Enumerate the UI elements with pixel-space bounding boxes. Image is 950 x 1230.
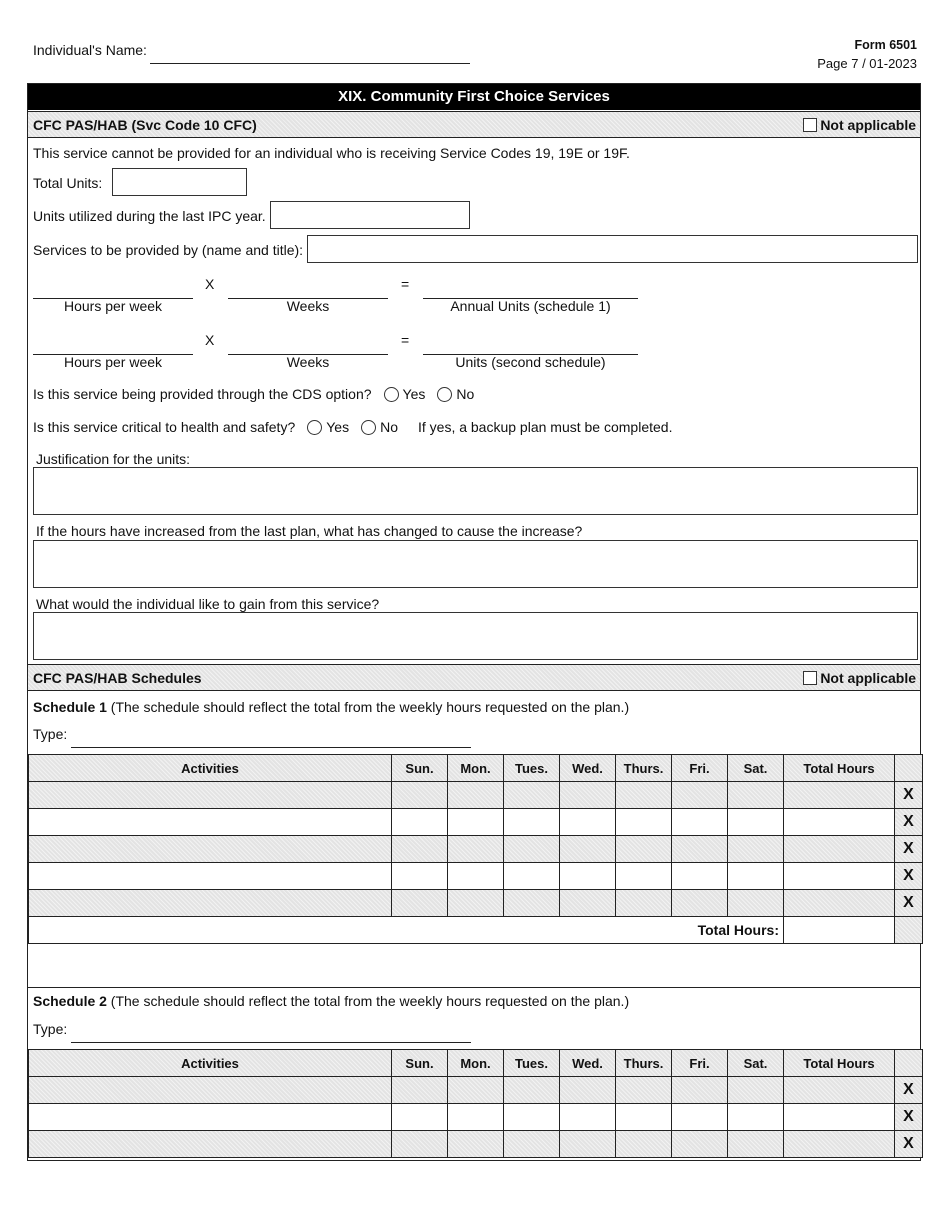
- section-title: XIX. Community First Choice Services: [28, 84, 920, 110]
- day-cell[interactable]: [672, 890, 728, 917]
- column-header: Sat.: [728, 1050, 784, 1077]
- schedule-1-type-label: Type:: [33, 726, 68, 742]
- day-cell[interactable]: [616, 809, 672, 836]
- weeks-2-caption: Weeks: [286, 354, 330, 370]
- multiply-sign-1: X: [205, 276, 215, 292]
- delete-row-button[interactable]: X: [895, 782, 923, 809]
- day-cell[interactable]: [392, 1077, 448, 1104]
- critical-question: Is this service critical to health and safety?: [33, 419, 296, 435]
- justification-label: Justification for the units:: [36, 451, 191, 467]
- increase-label: If the hours have increased from the last plan, what has changed to cause the increase?: [36, 523, 583, 539]
- activity-cell[interactable]: [29, 1131, 392, 1158]
- schedules-title: CFC PAS/HAB Schedules: [33, 670, 202, 686]
- day-cell[interactable]: [448, 836, 504, 863]
- service-note: This service cannot be provided for an individual who is receiving Service Codes 19, 19E or 19F.: [33, 145, 630, 161]
- day-cell[interactable]: [504, 809, 560, 836]
- column-header: Thurs.: [616, 1050, 672, 1077]
- individual-name-label: Individual's Name:: [33, 42, 147, 58]
- day-cell[interactable]: [672, 836, 728, 863]
- total-hours-row: [29, 917, 923, 944]
- day-cell[interactable]: [448, 809, 504, 836]
- day-cell[interactable]: [448, 863, 504, 890]
- total-hours-cell[interactable]: [784, 1131, 895, 1158]
- individual-name-field[interactable]: [150, 63, 470, 64]
- total-hours-cell[interactable]: [784, 1077, 895, 1104]
- units-2-caption: Units (second schedule): [455, 354, 606, 370]
- activity-cell[interactable]: [29, 890, 392, 917]
- form-number: Form 6501: [854, 38, 917, 52]
- column-header: Sat.: [728, 755, 784, 782]
- table-row: [29, 809, 923, 836]
- schedule-2-label: Schedule 2: [33, 993, 107, 1009]
- schedule-2-heading: [33, 993, 629, 1009]
- column-header: Total Hours: [784, 755, 895, 782]
- delete-row-button[interactable]: X: [895, 836, 923, 863]
- activity-cell[interactable]: [29, 809, 392, 836]
- weeks-1-caption: Weeks: [286, 298, 330, 314]
- column-header: Fri.: [672, 1050, 728, 1077]
- critical-yes-radio[interactable]: [307, 420, 322, 435]
- cds-yes-radio[interactable]: [384, 387, 399, 402]
- day-cell[interactable]: [504, 782, 560, 809]
- table-row: [29, 836, 923, 863]
- day-cell[interactable]: [504, 1104, 560, 1131]
- delete-row-button[interactable]: X: [895, 809, 923, 836]
- schedule-2-header-row: [29, 1050, 923, 1077]
- day-cell[interactable]: [616, 836, 672, 863]
- day-cell[interactable]: [728, 1131, 784, 1158]
- day-cell[interactable]: [560, 1131, 616, 1158]
- day-cell[interactable]: [616, 782, 672, 809]
- day-cell[interactable]: [392, 863, 448, 890]
- gain-input[interactable]: [33, 612, 918, 660]
- table-row: [29, 1077, 923, 1104]
- day-cell[interactable]: [728, 836, 784, 863]
- equals-sign-2: =: [401, 332, 410, 348]
- schedule-2-table: [28, 1049, 923, 1158]
- total-hours-cell[interactable]: [784, 836, 895, 863]
- cds-no-label: No: [456, 386, 475, 402]
- day-cell[interactable]: [728, 809, 784, 836]
- schedule-1-label: Schedule 1: [33, 699, 107, 715]
- column-header: Mon.: [448, 755, 504, 782]
- schedule-2-note: (The schedule should reflect the total from the weekly hours requested on the plan.): [106, 993, 630, 1009]
- total-hours-cell[interactable]: [784, 782, 895, 809]
- day-cell[interactable]: [728, 1104, 784, 1131]
- column-header: Sun.: [392, 755, 448, 782]
- schedule-separator: [28, 950, 920, 988]
- day-cell[interactable]: [504, 890, 560, 917]
- not-applicable-label: Not applicable: [820, 117, 916, 133]
- column-header: Mon.: [448, 1050, 504, 1077]
- delete-row-button[interactable]: X: [895, 863, 923, 890]
- day-cell[interactable]: [672, 782, 728, 809]
- day-cell[interactable]: [672, 1131, 728, 1158]
- day-cell[interactable]: [392, 836, 448, 863]
- table-row: [29, 1104, 923, 1131]
- column-header: Wed.: [560, 1050, 616, 1077]
- pas-hab-not-applicable[interactable]: [803, 117, 916, 133]
- activity-cell[interactable]: [29, 1077, 392, 1104]
- activity-cell[interactable]: [29, 863, 392, 890]
- total-hours-cell[interactable]: [784, 809, 895, 836]
- column-header-blank: [895, 1050, 923, 1077]
- schedule-1-table: [28, 754, 923, 944]
- schedule-1-type-field[interactable]: [71, 747, 471, 748]
- day-cell[interactable]: [560, 863, 616, 890]
- column-header: Thurs.: [616, 755, 672, 782]
- column-header: Tues.: [504, 1050, 560, 1077]
- column-header: Wed.: [560, 755, 616, 782]
- hours-per-week-1-caption: Hours per week: [63, 298, 163, 314]
- day-cell[interactable]: [504, 863, 560, 890]
- table-row: [29, 1131, 923, 1158]
- pas-hab-title: CFC PAS/HAB (Svc Code 10 CFC): [33, 117, 257, 133]
- day-cell[interactable]: [560, 1077, 616, 1104]
- schedule-2-type-field[interactable]: [71, 1042, 471, 1043]
- day-cell[interactable]: [728, 890, 784, 917]
- day-cell[interactable]: [560, 1104, 616, 1131]
- critical-no-radio[interactable]: [361, 420, 376, 435]
- day-cell[interactable]: [560, 890, 616, 917]
- provided-by-input[interactable]: [307, 235, 918, 263]
- total-hours-spacer: [895, 917, 923, 944]
- column-header: Tues.: [504, 755, 560, 782]
- day-cell[interactable]: [448, 1077, 504, 1104]
- day-cell[interactable]: [392, 890, 448, 917]
- day-cell[interactable]: [672, 863, 728, 890]
- day-cell[interactable]: [448, 1131, 504, 1158]
- schedule-2-type-label: Type:: [33, 1021, 68, 1037]
- table-row: [29, 782, 923, 809]
- day-cell[interactable]: [672, 1104, 728, 1131]
- not-applicable-checkbox[interactable]: [803, 671, 817, 685]
- table-row: [29, 890, 923, 917]
- column-header-blank: [895, 755, 923, 782]
- day-cell[interactable]: [392, 809, 448, 836]
- activity-cell[interactable]: [29, 836, 392, 863]
- activity-cell[interactable]: [29, 782, 392, 809]
- total-hours-cell[interactable]: [784, 863, 895, 890]
- day-cell[interactable]: [392, 782, 448, 809]
- day-cell[interactable]: [672, 1077, 728, 1104]
- day-cell[interactable]: [504, 1131, 560, 1158]
- increase-input[interactable]: [33, 540, 918, 588]
- schedules-not-applicable[interactable]: [803, 670, 916, 686]
- cds-yes-label: Yes: [402, 386, 426, 402]
- day-cell[interactable]: [728, 1077, 784, 1104]
- equals-sign-1: =: [401, 276, 410, 292]
- day-cell[interactable]: [392, 1131, 448, 1158]
- day-cell[interactable]: [560, 782, 616, 809]
- day-cell[interactable]: [616, 1131, 672, 1158]
- cds-question: Is this service being provided through the CDS option?: [33, 386, 372, 402]
- column-header: Total Hours: [784, 1050, 895, 1077]
- hours-per-week-2-caption: Hours per week: [63, 354, 163, 370]
- critical-question-row: [33, 419, 672, 435]
- not-applicable-checkbox[interactable]: [803, 118, 817, 132]
- critical-yes-label: Yes: [326, 419, 350, 435]
- page-info: Page 7 / 01-2023: [817, 56, 917, 71]
- total-hours-label: Total Hours:: [29, 917, 784, 944]
- schedule-1-header-row: [29, 755, 923, 782]
- table-row: [29, 863, 923, 890]
- day-cell[interactable]: [616, 890, 672, 917]
- day-cell[interactable]: [728, 863, 784, 890]
- critical-no-label: No: [380, 419, 398, 435]
- activity-cell[interactable]: [29, 1104, 392, 1131]
- total-units-label: Total Units:: [33, 175, 103, 191]
- not-applicable-label: Not applicable: [820, 670, 916, 686]
- annual-units-1-caption: Annual Units (schedule 1): [450, 298, 611, 314]
- multiply-sign-2: X: [205, 332, 215, 348]
- delete-row-button[interactable]: X: [895, 890, 923, 917]
- day-cell[interactable]: [616, 1077, 672, 1104]
- day-cell[interactable]: [448, 1104, 504, 1131]
- column-header: Fri.: [672, 755, 728, 782]
- provided-by-label: Services to be provided by (name and title):: [33, 242, 304, 258]
- day-cell[interactable]: [616, 863, 672, 890]
- total-units-input[interactable]: [112, 168, 247, 196]
- backup-note: If yes, a backup plan must be completed.: [417, 419, 673, 435]
- delete-row-button[interactable]: X: [895, 1104, 923, 1131]
- units-utilized-label: Units utilized during the last IPC year.: [33, 208, 266, 224]
- total-hours-cell[interactable]: [784, 890, 895, 917]
- day-cell[interactable]: [448, 782, 504, 809]
- schedule-1-heading: [33, 699, 629, 715]
- day-cell[interactable]: [392, 1104, 448, 1131]
- schedules-header: [28, 664, 920, 691]
- cds-no-radio[interactable]: [437, 387, 452, 402]
- day-cell[interactable]: [560, 836, 616, 863]
- total-hours-cell[interactable]: [784, 1104, 895, 1131]
- column-header: Activities: [29, 1050, 392, 1077]
- day-cell[interactable]: [560, 809, 616, 836]
- day-cell[interactable]: [616, 1104, 672, 1131]
- day-cell[interactable]: [504, 1077, 560, 1104]
- day-cell[interactable]: [728, 782, 784, 809]
- delete-row-button[interactable]: X: [895, 1131, 923, 1158]
- pas-hab-header: [28, 111, 920, 138]
- day-cell[interactable]: [448, 890, 504, 917]
- day-cell[interactable]: [504, 836, 560, 863]
- gain-label: What would the individual like to gain from this service?: [36, 596, 380, 612]
- units-utilized-input[interactable]: [270, 201, 470, 229]
- schedule-1-note: (The schedule should reflect the total from the weekly hours requested on the plan.): [106, 699, 630, 715]
- cds-question-row: [33, 386, 474, 402]
- column-header: Activities: [29, 755, 392, 782]
- column-header: Sun.: [392, 1050, 448, 1077]
- justification-input[interactable]: [33, 467, 918, 515]
- delete-row-button[interactable]: X: [895, 1077, 923, 1104]
- day-cell[interactable]: [672, 809, 728, 836]
- total-hours-input[interactable]: [784, 917, 895, 944]
